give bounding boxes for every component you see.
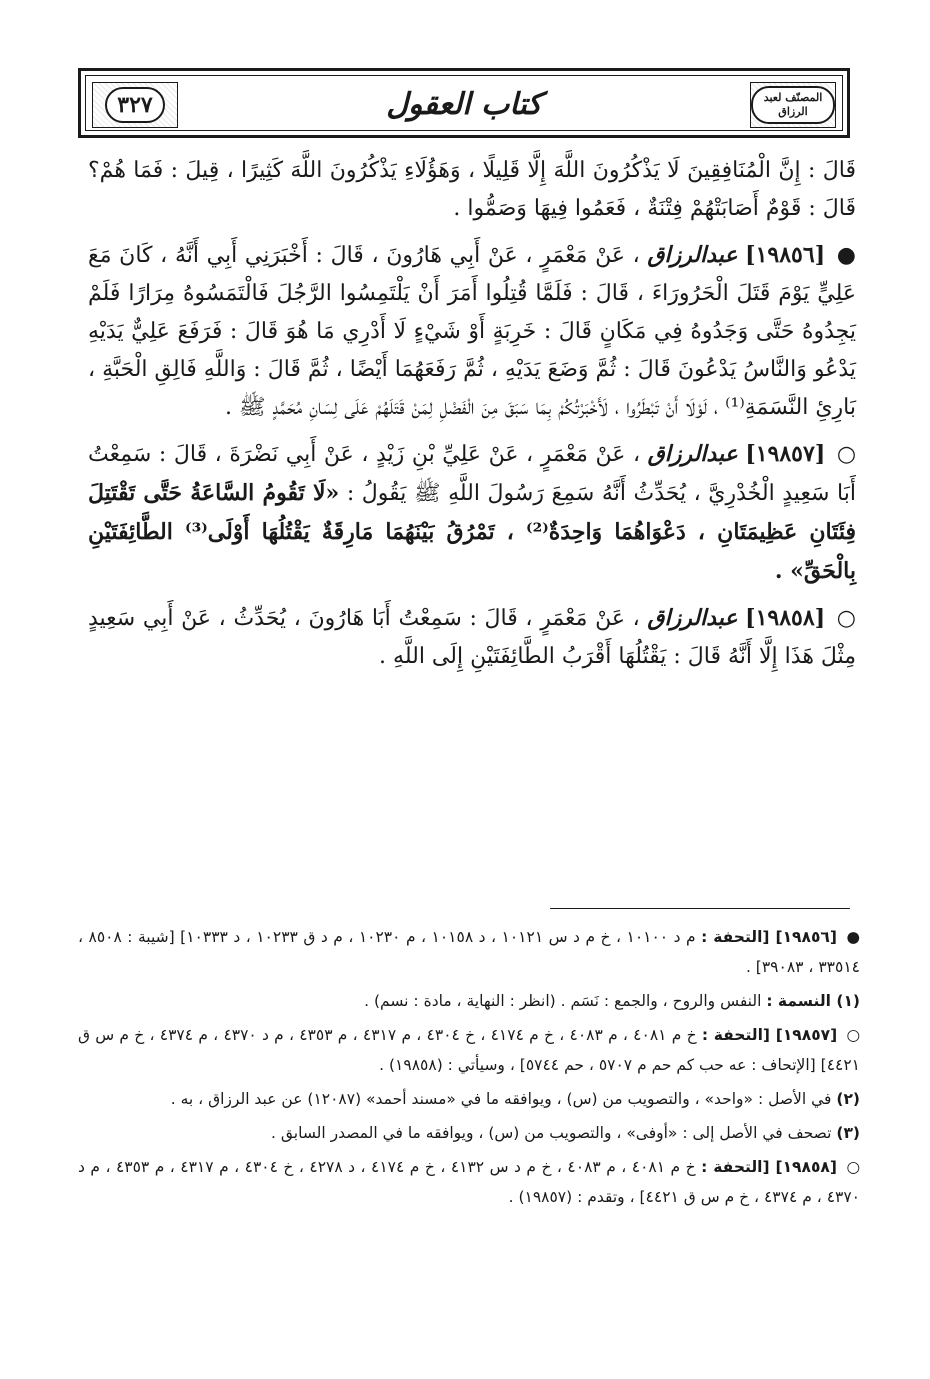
footnote-divider [550,908,850,909]
page-header [78,68,850,138]
footnote [78,1152,860,1212]
footnote-label: [١٩٨٥٦] [التحفة : [701,928,837,946]
footnote-text: خ م ٤٠٨١ ، م ٤٠٨٣ ، خ م د س ٤١٣٢ ، خ م ٤١٧٤ ، د ٤٢٧٨ ، خ ٤٣٠٤ ، م ٤٣١٧ ، م ٤٣٥٣ ، م د ٤٣٧٠ ، م ٤٣٧٤ ، خ م س ق ٤٤٢١] ، وتقدم : (١٩٨٥٧) . [78,1158,860,1206]
footnote [78,986,860,1016]
footnote [78,922,860,982]
paragraph-text: قَالَ : إِنَّ الْمُنَافِقِينَ لَا يَذْكُرُونَ اللَّهَ إِلَّا قَلِيلًا ، وَهَؤُلَاءِ يَذْكُرُونَ اللَّهَ كَثِيرًا ، قِيلَ : فَمَا هُمْ؟ قَالَ : قَوْمٌ أَصَابَتْهُمْ فِتْنَةٌ ، فَعَمُوا فِيهَا وَصَمُّوا . [88,158,856,221]
footnote-text: خ م ٤٠٨١ ، م ٤٠٨٣ ، خ م ٤١٧٤ ، خ ٤٣٠٤ ، م ٤٣١٧ ، م ٤٣٥٣ ، م د ٤٣٧٠ ، م ٤٣٧٤ ، خ م س ق ٤٤٢١] [الإتحاف : عه حب كم حم م ٥٧٠٧ ، حم ٥٧٤٤] ، وسيأتي : (١٩٨٥٨) . [78,1026,860,1074]
hadith-number: [١٩٨٥٨] [745,605,826,631]
footnotes [78,922,860,1216]
hadith-entry [88,599,856,676]
paragraph-text: ، عَنْ مَعْمَرٍ ، عَنْ عَلِيِّ بْنِ زَيْدٍ ، عَنْ أَبِي نَضْرَةَ ، قَالَ : سَمِعْتُ أَبَا سَعِيدٍ الْخُدْرِيَّ ، يُحَدِّثُ أَنَّهُ سَمِعَ رَسُولَ اللَّهِ ﷺ يَقُولُ : [88,442,856,506]
open-circle-icon: ○ [836,606,856,631]
narrator: عبدالرزاق [647,605,738,631]
footnote-label: [١٩٨٥٨] [التحفة : [701,1158,837,1176]
book-emblem [750,82,836,128]
page-number: ٣٢٧ [105,87,164,123]
hadith-number: [١٩٨٥٧] [745,441,826,467]
hadith-number: [١٩٨٥٦] [745,242,826,268]
hadith-quote: «لَا تَقُومُ السَّاعَةُ حَتَّى تَقْتَتِلَ فِئَتَانِ عَظِيمَتَانِ ، دَعْوَاهُمَا وَاحِدَةٌ⁽²⁾ ، تَمْرُقُ بَيْنَهُمَا مَارِقَةٌ يَقْتُلُهَا أَوْلَى⁽³⁾ الطَّائِفَتَيْنِ بِالْحَقِّ» . [88,480,857,584]
main-text [88,152,856,684]
footnote [78,1118,860,1148]
open-circle-icon: ○ [836,442,857,467]
book-emblem-text: المصنّف لعبد الرزاق [751,86,835,124]
footnote-text: النفس والروح ، والجمع : نَسَم . (انظر : النهاية ، مادة : نسم) . [364,992,762,1010]
filled-circle-icon: ● [846,928,860,946]
footnote-label: (٢) [836,1090,860,1108]
footnote [78,1084,860,1114]
footnote-label: [١٩٨٥٧] [التحفة : [701,1026,838,1044]
hadith-entry [88,435,856,591]
narrator: عبدالرزاق [647,242,738,268]
footnote-text: في الأصل : «واحد» ، والتصويب من (س) ، ويوافقه ما في «مسند أحمد» (١٢٠٨٧) عن عبد الرزاق ، به . [170,1090,832,1108]
filled-circle-icon: ● [836,243,856,268]
paragraph-text: ، عَنْ مَعْمَرٍ ، عَنْ أَبِي هَارُونَ ، قَالَ : أَخْبَرَنِي أَبِي أَنَّهُ ، كَانَ مَعَ عَلِيٍّ يَوْمَ قَتَلَ الْحَرُورَاءَ ، قَالَ : فَلَمَّا قُتِلُوا أَمَرَ أَنْ يَلْتَمِسُوا الرَّجُلَ فَالْتَمَسُوهُ مِرَارًا فَلَمْ يَجِدُوهُ حَتَّى وَجَدُوهُ فِي مَكَانٍ قَالَ : خَرِبَةٍ أَوْ شَيْءٍ لَا أَدْرِي مَا هُوَ قَالَ : فَرَفَعَ عَلِيٌّ يَدَيْهِ يَدْعُو وَالنَّاسُ يَدْعُونَ قَالَ : ثُمَّ وَضَعَ يَدَيْهِ ، ثُمَّ رَفَعَهُمَا أَيْضًا ، ثُمَّ قَالَ : وَاللَّهِ فَالِقِ الْحَبَّةِ ، بَارِئِ النَّسَمَةِ⁽¹⁾ ، لَوْلَا أَنْ تَبْطَرُوا ، لَأَخْبَرْتُكُمْ بِمَا سَبَقَ مِنَ الْفَضْلِ لِمَنْ قَتَلَهُمْ عَلَى لِسَانِ مُحَمَّدٍ ﷺ . [88,243,856,420]
chapter-title: كتاب العقول [386,87,542,122]
footnote [78,1020,860,1080]
paragraph-continuation [88,152,856,228]
open-circle-icon: ○ [846,1158,860,1176]
open-circle-icon: ○ [846,1026,860,1044]
narrator: عبدالرزاق [647,441,738,467]
footnote-label: (٣) [836,1124,860,1142]
footnote-label: (١) النسمة : [766,992,860,1010]
hadith-entry [88,236,856,427]
paragraph-text: ، عَنْ مَعْمَرٍ ، قَالَ : سَمِعْتُ أَبَا هَارُونَ ، يُحَدِّثُ ، عَنْ أَبِي سَعِيدٍ مِثْلَ هَذَا إِلَّا أَنَّهُ قَالَ : يَقْتُلُهَا أَقْرَبُ الطَّائِفَتَيْنِ إِلَى اللَّهِ . [88,606,856,669]
footnote-text: تصحف في الأصل إلى : «أوفى» ، والتصويب من (س) ، ويوافقه ما في المصدر السابق . [271,1124,832,1142]
footnote-text: م د ١٠١٠٠ ، خ م د س ١٠١٢١ ، د ١٠١٥٨ ، م ١٠٢٣٠ ، م د ق ١٠٢٣٣ ، د ١٠٣٣٣] [شيبة : ٨٥٠٨ ، ٣٣٥١٤ ، ٣٩٠٨٣] . [78,928,860,976]
page-number-box [92,82,178,128]
